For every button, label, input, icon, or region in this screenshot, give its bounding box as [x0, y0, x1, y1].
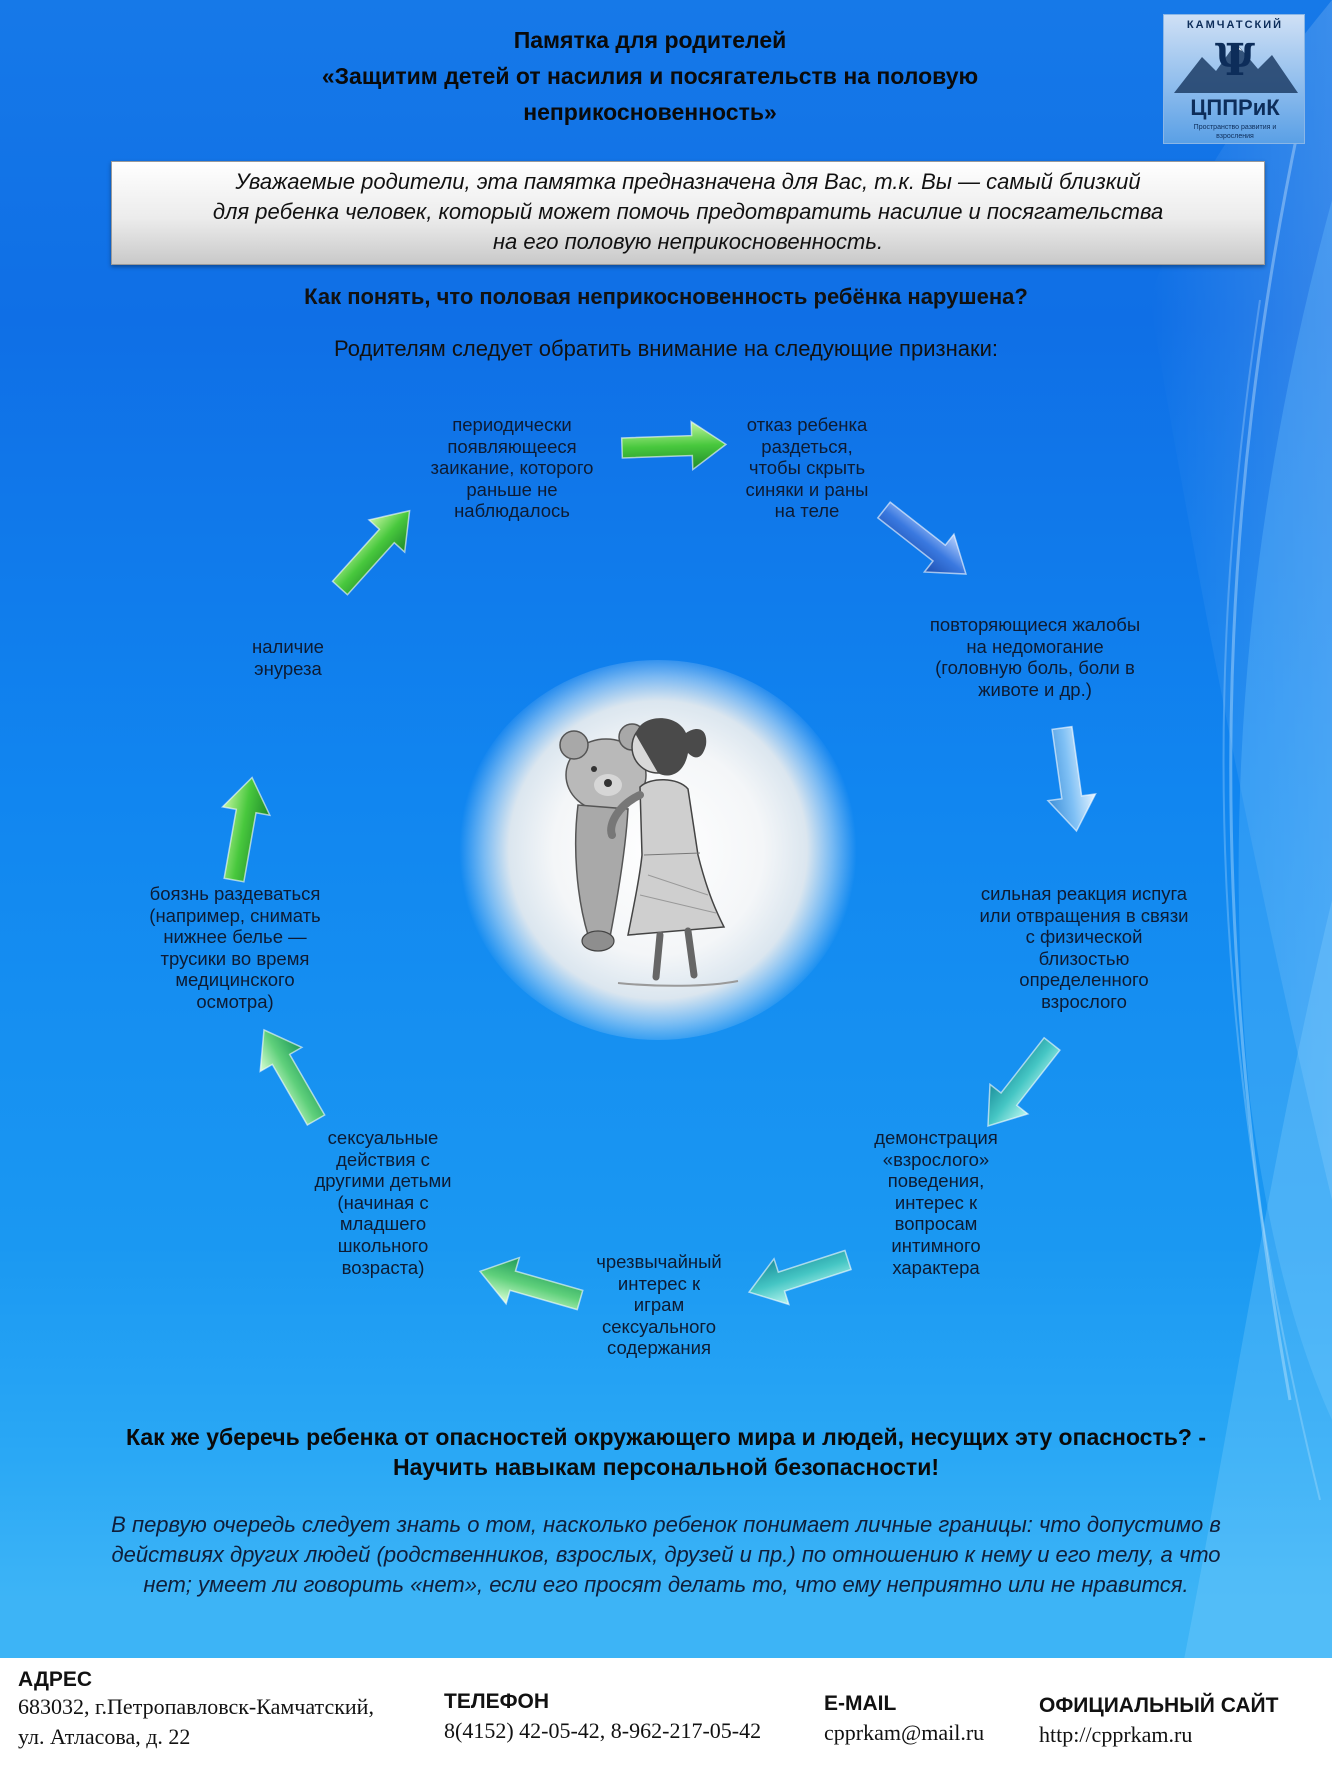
- sign-line: наличие: [252, 636, 324, 657]
- sign-line: младшего: [339, 1213, 427, 1235]
- sign-line: повторяющиеся жалобы: [929, 614, 1141, 635]
- sign-line: отказ ребенка: [746, 414, 868, 435]
- email-link[interactable]: cpprkam@mail.ru: [824, 1720, 985, 1745]
- sign-sexual-games: [569, 1251, 749, 1359]
- body-line: нет; умеет ли говорить «нет», если его просят делать то, что ему неприятно или не нравится.: [143, 1572, 1189, 1597]
- sign-fear-reaction: [950, 883, 1218, 1013]
- intro-line: Уважаемые родители, эта памятка предназначена для Вас, т.к. Вы — самый близкий: [235, 169, 1141, 194]
- sign-line: синяки и раны: [745, 478, 869, 500]
- sign-line: чрезвычайный: [596, 1251, 722, 1272]
- sign-line: играм: [633, 1294, 685, 1316]
- logo-arc-text: КАМЧАТСКИЙ: [1186, 19, 1284, 31]
- arrow-lower-right: [969, 1029, 1071, 1141]
- sign-line: энуреза: [254, 657, 322, 679]
- sign-line: чтобы скрыть: [748, 457, 866, 479]
- sign-adult-behavior: [846, 1127, 1026, 1278]
- safety-heading: [40, 1422, 1292, 1482]
- sign-line: раздеться,: [761, 435, 853, 457]
- sign-line: сексуального: [602, 1315, 716, 1337]
- sign-complaints: [900, 614, 1170, 700]
- site-link[interactable]: http://cpprkam.ru: [1039, 1722, 1193, 1747]
- sign-line: (головную боль, боли в: [935, 657, 1135, 679]
- title-line: неприкосновенность»: [523, 99, 777, 125]
- sign-line: возраста): [341, 1256, 425, 1278]
- intro-line: для ребенка человек, который может помочь предотвратить насилие и посягательства: [212, 199, 1164, 224]
- sign-fear-undress: [120, 883, 350, 1013]
- arrow-left: [210, 773, 275, 884]
- sign-line: школьного: [337, 1234, 429, 1256]
- sign-line: интерес к: [894, 1191, 978, 1213]
- arrow-lower-left: [243, 1018, 337, 1132]
- sign-line: поведения,: [887, 1170, 985, 1192]
- sign-line: действия с: [336, 1148, 430, 1170]
- address-label: АДРЕС: [18, 1668, 93, 1691]
- sign-line: сексуальные: [327, 1127, 439, 1148]
- sign-stuttering: [412, 414, 612, 522]
- body-paragraph: [30, 1510, 1302, 1600]
- sign-line: взрослого: [1041, 990, 1127, 1012]
- safety-heading-line: Как же уберечь ребенка от опасностей окружающего мира и людей, несущих эту опасность? -: [126, 1424, 1206, 1450]
- sign-line: вопросам: [894, 1213, 978, 1235]
- address-line: ул. Атласова, д. 22: [18, 1724, 191, 1749]
- arrow-right: [1038, 725, 1100, 835]
- title-line: Памятка для родителей: [513, 27, 787, 53]
- arrow-bottom-right: [742, 1237, 856, 1315]
- sign-line: другими детьми: [314, 1170, 452, 1192]
- sign-line: на теле: [774, 500, 840, 522]
- logo-subtitle: Пространство развития и взросления: [1193, 124, 1277, 140]
- sign-line: близостью: [1038, 947, 1130, 969]
- safety-heading-line: Научить навыкам персональной безопасности!: [392, 1454, 939, 1480]
- body-line: действиях других людей (родственников, взрослых, друзей и пр.) по отношению к нему и его телу, а что: [111, 1542, 1221, 1567]
- phone-value: 8(4152) 42-05-42, 8-962-217-05-42: [444, 1718, 762, 1743]
- sign-line: с физической: [1025, 926, 1143, 948]
- sign-line: «взрослого»: [882, 1148, 990, 1170]
- logo-name: ЦППРиК: [1190, 95, 1280, 120]
- sign-line: появляющееся: [447, 435, 577, 457]
- sign-line: (например, снимать: [149, 904, 321, 926]
- contact-footer: [0, 1658, 1332, 1776]
- sign-line: или отвращения в связи: [979, 904, 1189, 926]
- phone-label: ТЕЛЕФОН: [444, 1690, 549, 1713]
- sign-line: наблюдалось: [454, 500, 570, 522]
- body-line: В первую очередь следует знать о том, насколько ребенок понимает личные границы: что допустимо в: [111, 1512, 1221, 1537]
- site-label: ОФИЦИАЛЬНЫЙ САЙТ: [1039, 1694, 1279, 1717]
- email-label: E-MAIL: [824, 1692, 897, 1715]
- sign-line: сильная реакция испуга: [980, 883, 1188, 904]
- psi-icon: Ψ: [1214, 35, 1256, 86]
- sign-line: медицинского: [175, 969, 295, 991]
- sign-line: характера: [892, 1256, 980, 1278]
- sign-line: животе и др.): [978, 678, 1092, 700]
- sign-line: трусики во время: [160, 947, 310, 969]
- title-line: «Защитим детей от насилия и посягательств на половую: [321, 63, 979, 89]
- sign-line: интимного: [891, 1234, 981, 1256]
- sign-line: на недомогание: [966, 635, 1104, 657]
- sign-line: заикание, которого: [430, 457, 594, 479]
- lead-text: Родителям следует обратить внимание на следующие признаки:: [334, 336, 998, 361]
- sign-line: интерес к: [617, 1272, 701, 1294]
- sign-line: раньше не: [466, 478, 558, 500]
- sign-line: осмотра): [196, 990, 274, 1012]
- address-line: 683032, г.Петропавловск-Камчатский,: [18, 1694, 374, 1719]
- sign-refusal-undress: [712, 414, 902, 522]
- sign-line: нижнее белье —: [163, 926, 307, 948]
- sign-line: (начиная с: [337, 1191, 429, 1213]
- sign-line: определенного: [1019, 969, 1149, 991]
- arrow-top: [621, 420, 727, 472]
- sign-line: содержания: [607, 1337, 711, 1359]
- sign-line: боязнь раздеваться: [149, 883, 321, 904]
- sign-sexual-actions: [292, 1127, 474, 1278]
- intro-line: на его половую неприкосновенность.: [492, 229, 884, 254]
- sign-line: периодически: [452, 414, 572, 435]
- sign-enuresis: [220, 636, 356, 679]
- sign-line: демонстрация: [874, 1127, 998, 1148]
- question-heading: Как понять, что половая неприкосновенность ребёнка нарушена?: [304, 284, 1028, 309]
